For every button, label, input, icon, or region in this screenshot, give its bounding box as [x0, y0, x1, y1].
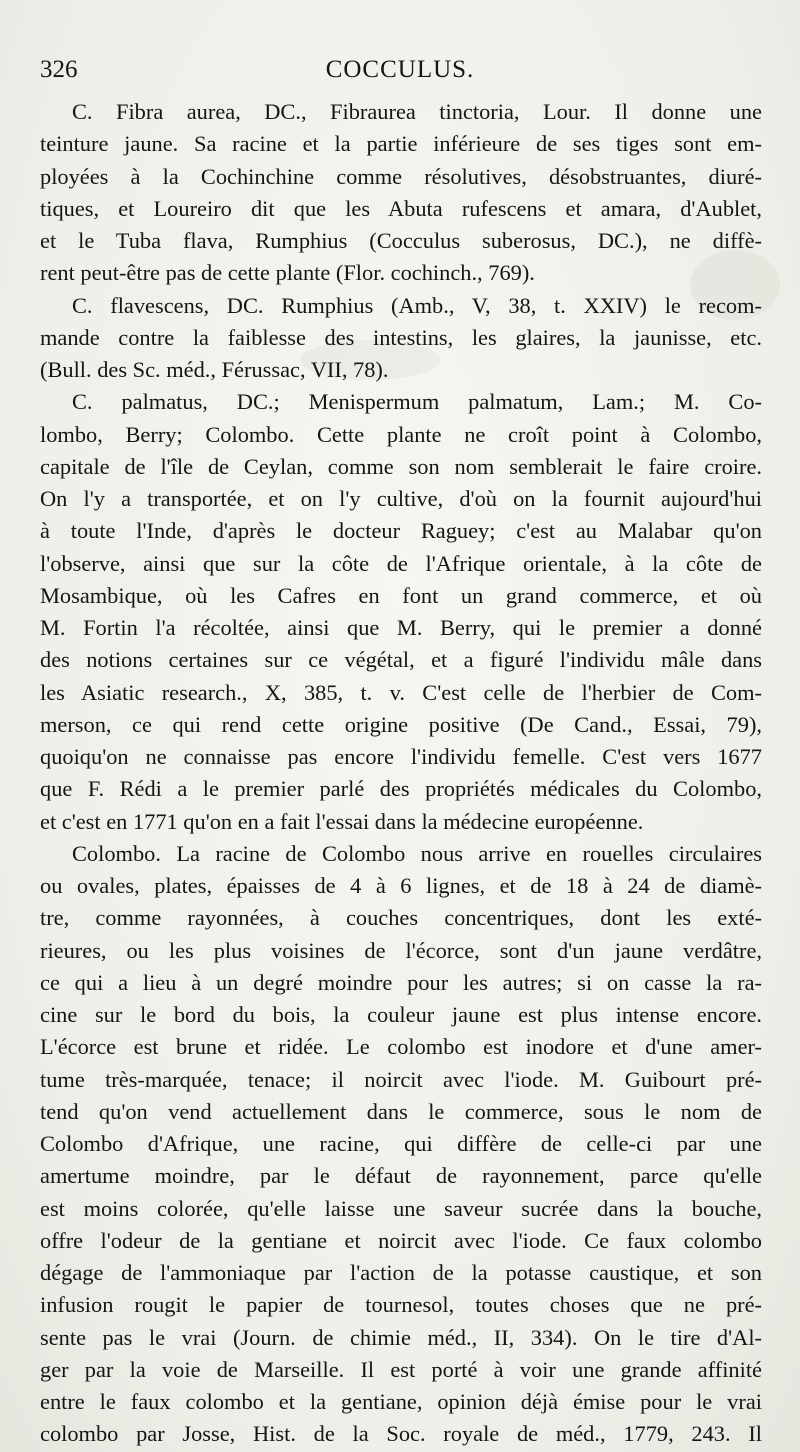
text-line: à toute l'Inde, d'après le docteur Raguey; c'est au Malabar qu'on	[40, 518, 762, 544]
text-line: Mosambique, où les Cafres en font un grand commerce, et où	[40, 582, 762, 608]
text-line: L'écorce est brune et ridée. Le colombo est inodore et d'une amer-	[40, 1034, 762, 1060]
text-line: cine sur le bord du bois, la couleur jaune est plus intense encore.	[40, 1002, 762, 1027]
body-text	[40, 96, 762, 1451]
page-header	[40, 56, 760, 92]
text-line: amertume moindre, par le défaut de rayonnement, parce qu'elle	[40, 1163, 762, 1189]
text-line: que F. Rédi a le premier parlé des propriétés médicales du Colombo,	[40, 776, 762, 802]
text-line: infusion rougit le papier de tournesol, toutes choses que ne pré-	[40, 1292, 762, 1318]
page-number: 326	[40, 56, 78, 83]
text-line: et c'est en 1771 qu'on en a fait l'essai dans la médecine européenne.	[40, 808, 644, 834]
text-line: merson, ce qui rend cette origine positive (De Cand., Essai, 79),	[40, 711, 762, 737]
text-line: entre le faux colombo et la gentiane, opinion déjà émise pour le vrai	[40, 1389, 762, 1414]
text-line: C. flavescens, DC. Rumphius (Amb., V, 38, t. XXIV) le recom-	[72, 292, 762, 318]
text-line: quoiqu'on ne connaisse pas encore l'individu femelle. C'est vers 1677	[40, 744, 762, 769]
text-line: tiques, et Loureiro dit que les Abuta rufescens et amara, d'Aublet,	[40, 195, 762, 221]
text-line: colombo par Josse, Hist. de la Soc. royale de méd., 1779, 243. Il	[40, 1421, 762, 1447]
text-line: teinture jaune. Sa racine et la partie inférieure de ses tiges sont em-	[40, 131, 762, 157]
text-line: sente pas le vrai (Journ. de chimie méd., II, 334). On le tire d'Al-	[40, 1324, 762, 1350]
text-line: rieures, ou les plus voisines de l'écorce, sont d'un jaune verdâtre,	[40, 937, 762, 963]
text-line: capitale de l'île de Ceylan, comme son nom semblerait le faire croire.	[40, 453, 762, 479]
text-line: offre l'odeur de la gentiane et noircit avec l'iode. Ce faux colombo	[40, 1227, 762, 1253]
text-line: M. Fortin l'a récoltée, ainsi que M. Berry, qui le premier a donné	[40, 615, 762, 640]
text-line: ployées à la Cochinchine comme résolutives, désobstruantes, diuré-	[40, 163, 762, 189]
text-line: Colombo. La racine de Colombo nous arrive en rouelles circulaires	[72, 840, 762, 866]
text-line: l'observe, ainsi que sur la côte de l'Afrique orientale, à la côte de	[40, 550, 762, 576]
running-title: COCCULUS.	[325, 56, 475, 83]
text-line: les Asiatic research., X, 385, t. v. C'est celle de l'herbier de Com-	[40, 679, 762, 705]
text-line: rent peut-être pas de cette plante (Flor. cochinch., 769).	[40, 260, 535, 286]
text-line: tume très-marquée, tenace; il noircit avec l'iode. M. Guibourt pré-	[40, 1066, 762, 1092]
text-line: (Bull. des Sc. méd., Férussac, VII, 78).	[40, 357, 389, 382]
text-line: est moins colorée, qu'elle laisse une saveur sucrée dans la bouche,	[40, 1195, 762, 1221]
text-line: ou ovales, plates, épaisses de 4 à 6 lignes, et de 18 à 24 de diamè-	[40, 873, 762, 898]
text-line: dégage de l'ammoniaque par l'action de la potasse caustique, et son	[40, 1260, 762, 1285]
text-line: C. Fibra aurea, DC., Fibraurea tinctoria, Lour. Il donne une	[72, 99, 762, 124]
text-line: tend qu'on vend actuellement dans le commerce, sous le nom de	[40, 1098, 762, 1124]
text-line: lombo, Berry; Colombo. Cette plante ne croît point à Colombo,	[40, 421, 762, 447]
text-line: tre, comme rayonnées, à couches concentriques, dont les exté-	[40, 905, 762, 931]
text-line: ger par la voie de Marseille. Il est porté à voir une grande affinité	[40, 1356, 762, 1382]
text-line: On l'y a transportée, et on l'y cultive, d'où on la fournit aujourd'hui	[40, 486, 762, 511]
text-line: C. palmatus, DC.; Menispermum palmatum, Lam.; M. Co-	[72, 389, 762, 415]
text-line: ce qui a lieu à un degré moindre pour les autres; si on casse la ra-	[40, 969, 762, 995]
text-line: mande contre la faiblesse des intestins, les glaires, la jaunisse, etc.	[40, 324, 762, 350]
text-line: des notions certaines sur ce végétal, et a figuré l'individu mâle dans	[40, 647, 762, 673]
text-line: et le Tuba flava, Rumphius (Cocculus suberosus, DC.), ne diffè-	[40, 228, 762, 253]
text-line: Colombo d'Afrique, une racine, qui diffère de celle-ci par une	[40, 1131, 762, 1156]
